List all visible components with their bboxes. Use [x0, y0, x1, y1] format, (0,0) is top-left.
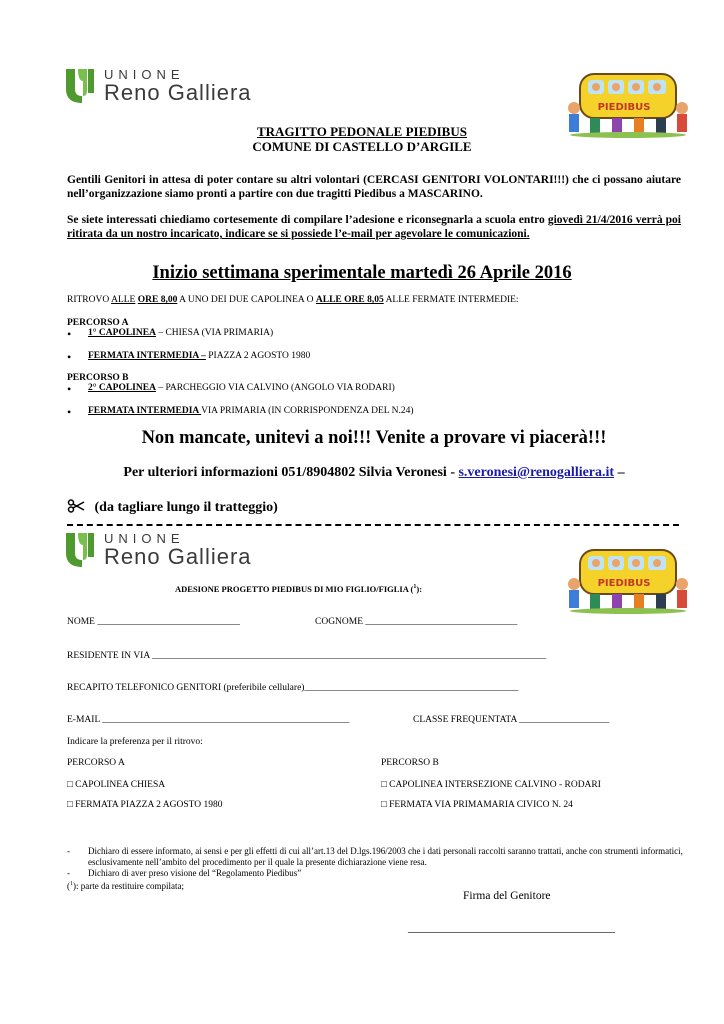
email-field[interactable]: E-MAIL ____________________________________________________: [67, 715, 350, 725]
ritrovo-b: ALLE: [111, 295, 136, 305]
option-capolinea-calvino[interactable]: □ CAPOLINEA INTERSEZIONE CALVINO - RODARI: [381, 780, 601, 790]
form-percorso-a: PERCORSO A: [67, 758, 125, 768]
ritrovo-d: A UNO DEI DUE CAPOLINEA O: [177, 295, 316, 305]
ritrovo-line: [67, 295, 519, 305]
form-title: [175, 584, 422, 594]
ritrovo-e: ALLE ORE 8,05: [315, 295, 384, 305]
intro-paragraph-1: Gentili Genitori in attesa di poter contare su altri volontari (CERCASI GENITORI VOLONTARI!!!) che ci possano aiutare nell’organizzazione siamo pronti a partire con due tragitti Piedibus a MASCARINO.: [67, 174, 681, 200]
preferenza-label: Indicare la preferenza per il ritrovo:: [67, 737, 203, 747]
percorso-a-item1-bold: 1° CAPOLINEA: [88, 328, 156, 338]
bullet-icon: •: [67, 327, 72, 341]
logo-mark-icon: [66, 533, 98, 567]
signature-label: Firma del Genitore: [463, 890, 551, 902]
info-text: Per ulteriori informazioni 051/8904802 Silvia Veronesi -: [123, 465, 459, 480]
note-dash-1: -: [67, 846, 70, 856]
percorso-b-label: PERCORSO B: [67, 373, 129, 383]
form-title-text: ADESIONE PROGETTO PIEDIBUS DI MIO FIGLIO/FIGLIA (: [175, 584, 414, 594]
piedibus-illustration-form: [566, 540, 688, 614]
ritrovo-c: ORE 8,00: [137, 295, 178, 305]
title-line2: COMUNE DI CASTELLO D’ARGILE: [252, 139, 472, 154]
percorso-b-item2-rest: VIA PRIMARIA (IN CORRISPONDENZA DEL N.24): [201, 406, 414, 416]
logo-line1: UNIONE: [104, 67, 185, 82]
option-fermata-piazza[interactable]: □ FERMATA PIAZZA 2 AGOSTO 1980: [67, 800, 223, 810]
form-percorso-b: PERCORSO B: [381, 758, 439, 768]
nome-field[interactable]: NOME ______________________________: [67, 617, 240, 627]
logo-line2: Reno Galliera: [104, 80, 252, 105]
document-title: [120, 124, 604, 154]
form-title-sup: 1: [413, 584, 417, 591]
cut-label: (da tagliare lungo il tratteggio): [94, 500, 278, 515]
percorso-a-label: PERCORSO A: [67, 318, 129, 328]
residente-field[interactable]: RESIDENTE IN VIA ___________________________________________________________________________________: [67, 651, 547, 661]
bullet-icon: •: [67, 382, 72, 396]
privacy-note: Dichiaro di essere informato, ai sensi e per gli effetti di cui all’art.13 del D.lgs.196/2003 che i dati personali raccolti saranno trattati, anche con strumenti informatici, esclusivamente nell’ambito del procedimento per il quale la presente dichiarazione viene resa.: [88, 846, 683, 867]
percorso-a-item1-rest: – CHIESA (VIA PRIMARIA): [155, 328, 274, 338]
logo-mark-icon: [66, 69, 98, 103]
percorso-a-item2-bold: FERMATA INTERMEDIA –: [88, 351, 206, 361]
percorso-b-item1-bold: 2° CAPOLINEA: [88, 383, 156, 393]
recapito-field[interactable]: RECAPITO TELEFONICO GENITORI (preferibile cellulare)_____________________________________________: [67, 683, 519, 693]
logo-line1: UNIONE: [104, 531, 185, 546]
bullet-icon: •: [67, 350, 72, 364]
ritrovo-a: RITROVO: [67, 295, 112, 305]
footnote: ($^1$): parte da restituire compilata;: [67, 881, 184, 891]
cut-instruction: [67, 499, 278, 516]
percorso-b-item1-rest: – PARCHEGGIO VIA CALVINO (ANGOLO VIA RODARI): [155, 383, 395, 393]
classe-field[interactable]: CLASSE FREQUENTATA ___________________: [413, 715, 610, 725]
email-link[interactable]: s.veronesi@renogalliera.it: [458, 465, 615, 480]
logo-line2: Reno Galliera: [104, 544, 252, 569]
info-tail: –: [614, 465, 625, 480]
bullet-icon: •: [67, 405, 72, 419]
note-dash-2: -: [67, 868, 70, 878]
cut-dashed-line: [67, 524, 679, 526]
option-fermata-primaria[interactable]: □ FERMATA VIA PRIMAMARIA CIVICO N. 24: [381, 800, 573, 810]
form-title-end: ):: [416, 584, 423, 594]
intro-p2-underlined: giovedì 21/4/2016 verrà poi ritirata da un nostro incaricato, indicare se si possiede l’e-mail per agevolare le comunicazioni.: [67, 214, 681, 240]
intro-p2-text: Se siete interessati chiediamo cortesemente di compilare l’adesione e riconsegnarla a scuola entro: [67, 214, 548, 226]
scissors-icon: [67, 499, 85, 513]
info-line: [67, 465, 681, 481]
footnote-text: ): parte da restituire compilata;: [73, 881, 184, 891]
unione-logo: [66, 68, 252, 104]
cognome-field[interactable]: COGNOME ________________________________: [315, 617, 518, 627]
regolamento-note: Dichiaro di aver preso visione del “Regolamento Piedibus”: [88, 868, 302, 878]
intro-paragraph-2: [67, 213, 681, 241]
signature-line[interactable]: ____________________________________: [408, 922, 615, 934]
headline: Inizio settimana sperimentale martedì 26 Aprile 2016: [152, 263, 572, 283]
svg-text:PIEDIBUS: PIEDIBUS: [597, 102, 651, 113]
unione-logo-form: [66, 532, 252, 568]
slogan: Non mancate, unitevi a noi!!! Venite a provare vi piacerà!!!: [141, 428, 607, 448]
ritrovo-f: ALLE FERMATE INTERMEDIE:: [383, 295, 519, 305]
percorso-a-item2-rest: PIAZZA 2 AGOSTO 1980: [205, 351, 311, 361]
percorso-b-item2-bold: FERMATA INTERMEDIA: [88, 406, 202, 416]
footnote-sup: 1: [70, 881, 73, 887]
option-capolinea-chiesa[interactable]: □ CAPOLINEA CHIESA: [67, 780, 166, 790]
svg-text:PIEDIBUS: PIEDIBUS: [597, 578, 651, 589]
title-line1: TRAGITTO PEDONALE PIEDIBUS: [257, 124, 467, 139]
